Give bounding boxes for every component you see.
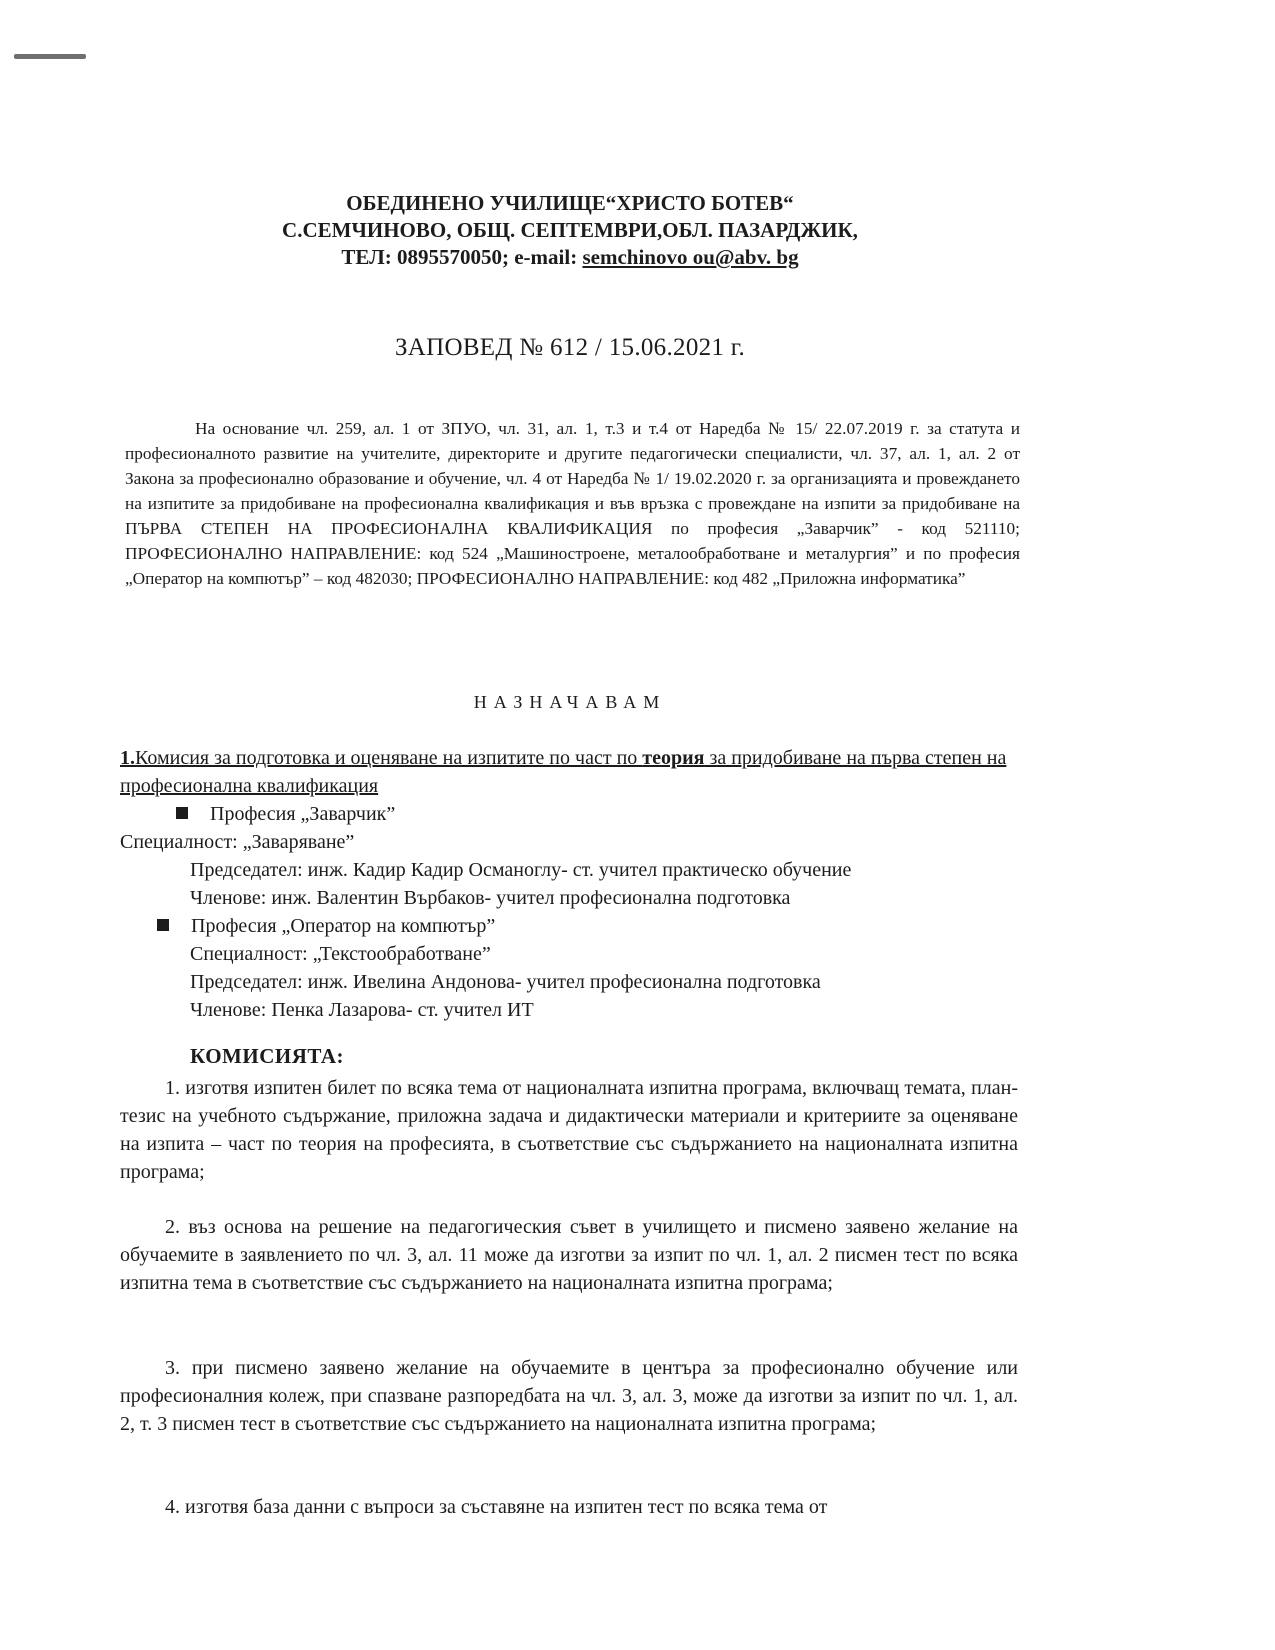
school-contacts <box>0 244 1140 271</box>
preamble <box>125 416 1020 591</box>
section-number: 1. <box>120 747 135 769</box>
preamble-text: На основание чл. 259, ал. 1 от ЗПУО, чл. 31, ал. 1, т.3 и т.4 от Наредба № 15/ 22.07.2019 г. за статута и професионалното развитие на учителите, директорите и другите педагогически специалисти, чл. 37, ал. 1, ал. 2 от Закона за професионално образование и обучение, чл. 4 от Наредба № 1/ 19.02.2020 г. за организацията и провеждането на изпитите за придобиване на професионална квалификация и във връзка с провеждане на изпити за придобиване на ПЪРВА СТЕПЕН НА ПРОФЕСИОНАЛНА КВАЛИФИКАЦИЯ по професия „Заварчик” - код 521110; ПРОФЕСИОНАЛНО НАПРАВЛЕНИЕ: код 524 „Машиностроене, металообработване и металургия” и по професия „Оператор на компютър” – код 482030; ПРОФЕСИОНАЛНО НАПРАВЛЕНИЕ: код 482 „Приложна информатика” <box>125 419 1020 588</box>
duty-text: 1. изготвя изпитен билет по всяка тема от националната изпитна програма, включващ темата, план-тезис на учебното съдържание, приложна задача и дидактически материали и критериите за оценяване на изпита – част по теория на професията, в съответствие със съдържанието на националната изпитна програма; <box>120 1077 1018 1183</box>
duty-item-2 <box>120 1213 1018 1297</box>
duty-text: 4. изготвя база данни с въпроси за съставяне на изпитен тест по всяка тема от <box>165 1496 828 1518</box>
scan-artifact-mark <box>14 54 86 59</box>
email-link[interactable]: semchinovo ou@abv. bg <box>582 245 799 269</box>
section-text-a: Комисия за подготовка и оценяване на изпитите по част по <box>135 747 643 769</box>
profession-2-specialty: Специалност: „Текстообработване” <box>190 943 491 965</box>
phone-text: ТЕЛ: 0895570050; e-mail: <box>341 245 583 269</box>
duty-item-1 <box>120 1074 1018 1186</box>
school-address: С.СЕМЧИНОВО, ОБЩ. СЕПТЕМВРИ,ОБЛ. ПАЗАРДЖИК, <box>282 218 858 242</box>
duty-item-4 <box>120 1493 1018 1521</box>
profession-2-name <box>157 912 495 940</box>
appoint-heading: НАЗНАЧАВАМ <box>473 692 667 712</box>
profession-2-chair: Председател: инж. Ивелина Андонова- учител професионална подготовка <box>190 971 821 993</box>
profession-label: Професия „Заварчик” <box>210 803 396 825</box>
profession-2-members: Членове: Пенка Лазарова- ст. учител ИТ <box>190 999 534 1021</box>
school-header <box>0 190 1140 271</box>
section-text-b: за придобиване на първа степен на професионална квалификация <box>120 747 1007 797</box>
section-bold-word: теория <box>642 747 705 769</box>
profession-label: Професия „Оператор на компютър” <box>191 915 496 937</box>
duty-text: 2. въз основа на решение на педагогическия съвет в училището и писмено заявено желание на обучаемите в заявлението по чл. 3, ал. 11 може да изготви за изпит по чл. 1, ал. 2 писмен тест по всяка изпитна тема в съответствие със съдържанието на националната изпитна програма; <box>120 1216 1018 1294</box>
committee-heading: КОМИСИЯТА: <box>190 1044 344 1068</box>
section-1-heading <box>120 744 1025 800</box>
school-name: ОБЕДИНЕНО УЧИЛИЩЕ“ХРИСТО БОТЕВ“ <box>346 191 794 215</box>
bullet-square-icon <box>157 919 169 931</box>
profession-1-chair: Председател: инж. Кадир Кадир Османоглу- ст. учител практическо обучение <box>190 859 852 881</box>
profession-1-name <box>176 800 395 828</box>
duty-item-3 <box>120 1354 1018 1438</box>
profession-1-members: Членове: инж. Валентин Върбаков- учител професионална подготовка <box>190 887 791 909</box>
bullet-square-icon <box>176 807 188 819</box>
duty-text: 3. при писмено заявено желание на обучаемите в центъра за професионално обучение или професионалния колеж, при спазване разпоредбата на чл. 3, ал. 3, може да изготви за изпит по чл. 1, ал. 2, т. 3 писмен тест в съответствие със съдържанието на националната изпитна програма; <box>120 1357 1018 1435</box>
order-title: ЗАПОВЕД № 612 / 15.06.2021 г. <box>394 334 746 361</box>
profession-1-specialty: Специалност: „Заваряване” <box>120 831 355 853</box>
